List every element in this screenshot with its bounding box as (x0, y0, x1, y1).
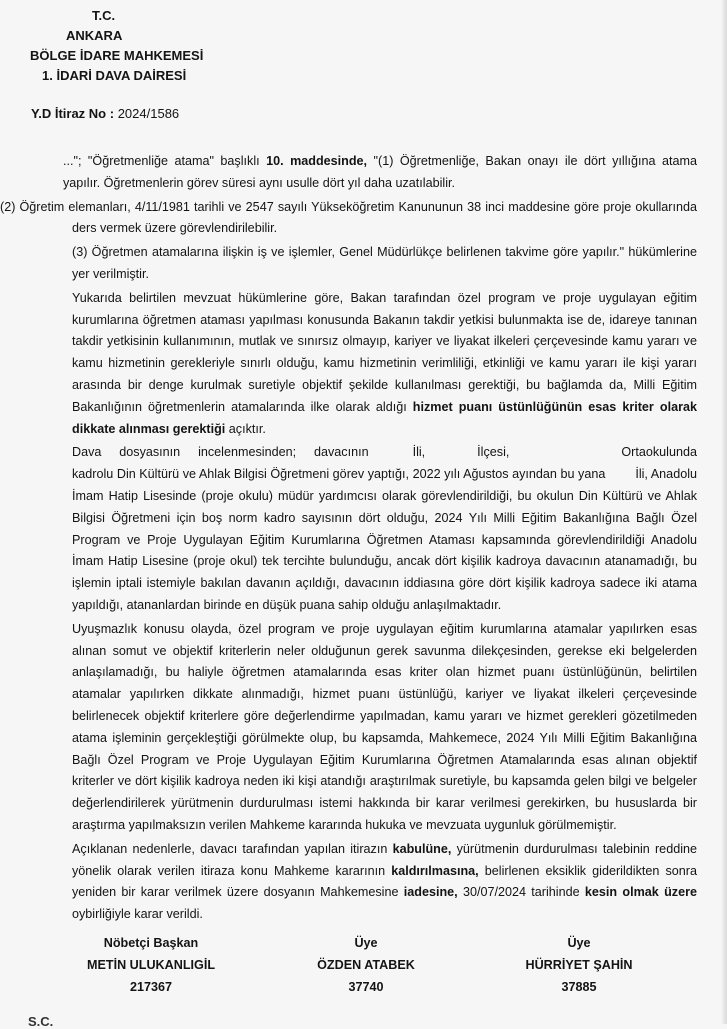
text-span: Açıklanan nedenlerle, davacı tarafından yapılan itirazın (72, 841, 393, 856)
paragraph-evaluation (72, 288, 697, 441)
paragraph-dispute-analysis (72, 619, 697, 837)
signature-block-member-1 (256, 932, 476, 998)
signature-number: 37885 (561, 980, 597, 994)
decision-body (0, 151, 698, 928)
header-chamber: 1. İDARİ DAVA DAİRESİ (42, 68, 187, 83)
text-span: 30/07/2024 tarihinde (457, 885, 585, 900)
bold-span: 10. maddesinde, (266, 154, 368, 168)
bold-span: kabulüne, (392, 841, 452, 856)
bold-span: kesin olmak üzere (584, 885, 697, 900)
signature-number: 37740 (348, 980, 384, 994)
text-span: yürütmenin durdurulması talebinin reddine yönelik olarak verilen itiraza konu Mahkeme kararının (72, 841, 698, 878)
case-reference-number: 2024/1586 (117, 106, 180, 121)
signature-role: Üye (567, 936, 591, 950)
text-span: İlçesi, (477, 445, 510, 460)
signature-name: METİN ULUKANLIGİL (86, 958, 216, 972)
text-span: Ortaokulunda (621, 445, 697, 460)
text-span: İli, (412, 445, 426, 460)
signature-role: Üye (354, 936, 378, 950)
text-span: Anadolu İmam Hatip Lisesine (proje okul) tek tercihte bulunduğu, ancak dört kişilik kadroya davacının atanamadığı, bu işlemin iptali istemiyle bakılan davanın açıldığı, davacının iddiasına göre dört kişilik kadroya sadece iki atama yapıldığı, atananlardan birinde en düşük puana sahip olduğu anlaşılmaktadır. (72, 532, 697, 612)
text-span: "(1) Öğretmenliğe, Bakan onayı ile dört yıllığına atama yapılır. Öğretmenlerin görev süresi aynı usulle dört yıl daha uzatılabilir. (63, 154, 697, 190)
signature-block-member-2 (469, 932, 689, 998)
case-reference (31, 106, 179, 122)
case-reference-label: Y.D İtiraz No : (31, 106, 115, 121)
signature-block-president (41, 932, 261, 998)
paragraph-clause-3 (72, 242, 697, 286)
text-span: belirlenen eksiklik giderildikten sonra yeniden bir karar verilmek üzere dosyanın Mahkemesine (72, 863, 697, 900)
signature-name: HÜRRİYET ŞAHİN (525, 958, 633, 972)
text-span: Yukarıda belirtilen mevzuat hükümlerine göre, Bakan tarafından özel program ve proje uygulayan eğitim kurumlarına öğretmen ataması yapılması konusunda Bakanın takdir yetkisi bulunmakta ise de, idareye tanınan takdir yetkisinin kullanımının, mutlak ve sınırsız olmayıp, kariyer ve liyakat ilkeleri çerçevesinde kamu yararı ve kamu hizmetinin gerekleriyle sınırlı olduğu, kamu hizmetinin verimliliği, etkinliği ve kamu yararı ile kişi yararı arasında bir denge kurulmak suretiyle objektif şekilde kullanılması gerektiği, bu bağlamda da, Milli Eğitim Bakanlığının öğretmenlerin atamalarında ilke olarak aldığı (72, 290, 697, 414)
text-span: Uyuşmazlık konusu olayda, özel program ve proje uygulayan eğitim kurumlarına atamalar yapılırken esas alınan somut ve objektif kriterlerin neler olduğunun gerek savunma dilekçesinden, gerekse eki belgelerden anlaşılamadığı, bu haliyle öğretmen atamalarında esas kriter olan hizmet puanı üstünlüğünün, belirtilen atamalar yapılırken dikkate alınmadığı, hizmet puanı üstünlüğü, kariyer ve liyakat ilkeleri çerçevesinde belirlenecek objektif kriterlere göre değerlendirme yapılmadan, kamu yararı ve hizmet gerekleri gözetilmeden atama işleminin gerçekleştiği görülmekte olup, bu kapsamda, Mahkemece, 2024 Yılı Milli Eğitim Bakanlığına Bağlı Özel Program ve Proje Uygulayan Eğitim Kurumlarına Öğretmen Atamalarında esas alınan objektif kriterler ve dört kişilik kadroya neden iki kişi atandığı araştırılmak suretiyle, bu kapsamda gelen bilgi ve belgeler değerlendirilerek yürütmenin durdurulması istemi hakkında bir karar verilmesi gerekirken, bu hususlarda bir araştırma yapılmaksızın verilen Mahkeme kararında hukuka ve mevzuata uygunluk görülmemiştir. (72, 621, 697, 832)
text-span: (3) Öğretmen atamalarına ilişkin iş ve işlemler, Genel Müdürlükçe belirlenen takvime göre yapılır." hükümlerine yer verilmiştir. (72, 245, 697, 281)
text-span: açıktır. (225, 421, 266, 436)
page-edge-shadow (721, 0, 727, 1024)
text-span: Anadolu İmam Hatip Lisesinde (proje okulu) müdür yardımcısı olarak görevlendirildiği, bu okulun Din Kültürü ve Ahlak Bilgisi Öğretmeni için boş norm kadro sayısının dört olduğu, 2024 Yılı Milli Eğitim Bakanlığına Bağlı Özel Program ve Proje Uygulayan Eğitim Kurumlarına Öğretmen Ataması kapsamında görevlendirildiği (72, 467, 697, 547)
text-span: ..."; "Öğretmenliğe atama" başlıklı (63, 154, 267, 168)
header-tc: T.C. (92, 8, 116, 23)
footer-fragment: S.C. (28, 1014, 54, 1029)
header-court-name: BÖLGE İDARE MAHKEMESİ (30, 48, 204, 63)
paragraph-case-facts (72, 442, 697, 616)
paragraph-ruling (72, 839, 697, 926)
text-span: oybirliğiyle karar verildi. (72, 907, 203, 922)
text-span: kadrolu Din Kültürü ve Ahlak Bilgisi Öğretmeni görev yaptığı, 2022 yılı Ağustos ayından bu yana (72, 467, 606, 482)
paragraph-clause-2 (0, 197, 697, 241)
signature-role: Nöbetçi Başkan (103, 936, 199, 950)
bold-span: iadesine, (403, 885, 458, 900)
signature-number: 217367 (129, 980, 173, 994)
signature-name: ÖZDEN ATABEK (317, 958, 415, 972)
text-span: Dava dosyasının incelenmesinden; davacının (72, 445, 369, 460)
header-city: ANKARA (66, 28, 123, 43)
paragraph-article-10 (63, 151, 697, 195)
text-span: İli, (635, 467, 648, 482)
bold-span: kaldırılmasına, (391, 863, 479, 878)
bold-span: hizmet puanı üstünlüğünün esas kriter olarak dikkate alınması gerektiği (72, 399, 697, 436)
text-span: (2) Öğretim elemanları, 4/11/1981 tarihli ve 2547 sayılı Yükseköğretim Kanununun 38 inci maddesine göre proje okullarında ders vermek üzere görevlendirilebilir. (0, 199, 697, 236)
